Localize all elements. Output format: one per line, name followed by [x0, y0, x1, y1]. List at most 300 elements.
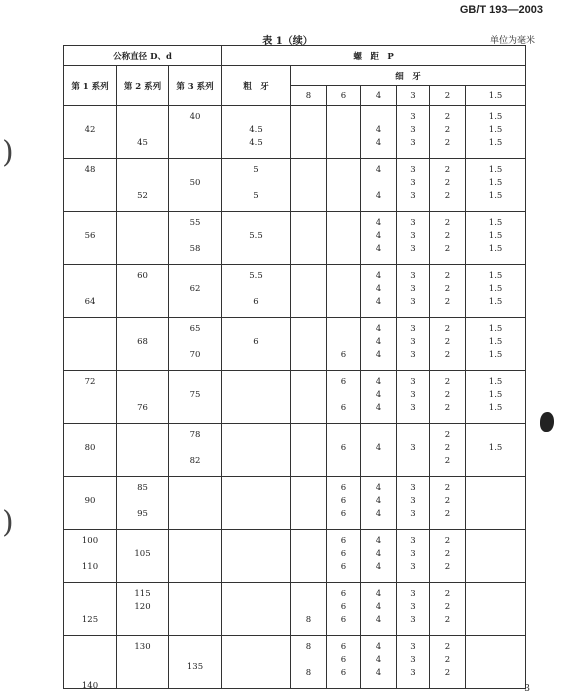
table-cell-f2	[430, 318, 466, 371]
cell-value: 6	[340, 602, 347, 612]
cell-value: 4	[375, 125, 382, 135]
cell-value: 4	[375, 642, 382, 652]
cell-value: 62	[189, 284, 201, 294]
cell-value: 2	[444, 443, 451, 453]
table-row	[64, 212, 526, 265]
table-cell-s3	[169, 371, 222, 424]
table-cell-f6	[327, 583, 361, 636]
cell-value: 1.5	[488, 218, 503, 228]
cell-value: 72	[84, 377, 96, 387]
thread-pitch-table	[63, 45, 526, 689]
table-cell-f2	[430, 583, 466, 636]
table-cell-f4	[361, 318, 397, 371]
cell-value: 4.5	[249, 138, 263, 148]
table-cell-f4	[361, 583, 397, 636]
cell-value: 6	[340, 496, 347, 506]
table-cell-f2	[430, 212, 466, 265]
header-fine-6: 6	[327, 86, 361, 106]
header-fine: 细 牙	[291, 66, 526, 86]
table-cell-f6	[327, 265, 361, 318]
cell-value: 3	[410, 231, 416, 241]
table-cell-s3	[169, 212, 222, 265]
cell-value: 3	[410, 642, 416, 652]
table-cell-s2	[117, 106, 169, 159]
table-cell-f6	[327, 530, 361, 583]
table-cell-f8	[291, 583, 327, 636]
cell-value: 3	[410, 483, 416, 493]
cell-value: 3	[410, 165, 416, 175]
table-cell-s2	[117, 159, 169, 212]
table-cell-f15	[466, 212, 526, 265]
table-cell-s1	[64, 636, 117, 689]
cell-value: 4	[375, 483, 382, 493]
table-cell-f8	[291, 318, 327, 371]
cell-value: 3	[410, 271, 416, 281]
table-cell-f4	[361, 265, 397, 318]
table-body	[64, 106, 526, 689]
cell-value: 1.5	[488, 178, 503, 188]
table-cell-f4	[361, 424, 397, 477]
cell-value: 2	[444, 655, 451, 665]
cell-value: 3	[410, 589, 416, 599]
table-cell-f15	[466, 106, 526, 159]
cell-value: 8	[305, 668, 312, 678]
cell-value: 3	[410, 615, 416, 625]
table-cell-f15	[466, 159, 526, 212]
header-coarse: 粗 牙	[222, 66, 291, 106]
cell-value: 3	[410, 297, 416, 307]
cell-value: 4	[375, 191, 382, 201]
table-cell-s1	[64, 265, 117, 318]
cell-value: 3	[410, 324, 416, 334]
cell-value: 1.5	[488, 390, 503, 400]
table-cell-f15	[466, 265, 526, 318]
cell-value: 42	[84, 125, 96, 135]
cell-value: 2	[444, 562, 451, 572]
cell-value: 4	[375, 284, 382, 294]
table-cell-coarse	[222, 265, 291, 318]
cell-value: 1.5	[488, 271, 503, 281]
table-cell-f3	[397, 106, 430, 159]
cell-value: 6	[340, 562, 347, 572]
scan-margin-bracket-mark: )	[2, 135, 14, 170]
table-cell-f4	[361, 636, 397, 689]
cell-value: 1.5	[488, 403, 503, 413]
cell-value: 2	[444, 602, 451, 612]
table-cell-f4	[361, 477, 397, 530]
table-cell-s1	[64, 583, 117, 636]
table-cell-f3	[397, 424, 430, 477]
table-cell-f3	[397, 265, 430, 318]
cell-value: 1.5	[488, 244, 503, 254]
cell-value: 6	[340, 668, 347, 678]
cell-value: 2	[444, 178, 451, 188]
cell-value: 1.5	[488, 337, 503, 347]
cell-value: 68	[137, 337, 148, 347]
cell-value: 4	[375, 615, 382, 625]
cell-value: 3	[410, 403, 416, 413]
table-cell-f15	[466, 318, 526, 371]
cell-value: 6	[340, 509, 347, 519]
cell-value: 115	[134, 589, 151, 599]
cell-value: 3	[410, 496, 416, 506]
header-fine-2: 2	[430, 86, 466, 106]
cell-value: 5	[253, 165, 259, 175]
cell-value: 110	[81, 562, 99, 572]
table-cell-s1	[64, 424, 117, 477]
cell-value: 6	[340, 589, 347, 599]
cell-value: 4	[375, 668, 382, 678]
table-cell-f6	[327, 424, 361, 477]
cell-value: 1.5	[488, 324, 503, 334]
header-series-3: 第 3 系列	[169, 66, 222, 106]
cell-value: 4	[375, 350, 382, 360]
cell-value: 3	[410, 112, 416, 122]
cell-value: 1.5	[488, 191, 503, 201]
table-cell-f2	[430, 477, 466, 530]
table-cell-f6	[327, 371, 361, 424]
header-series-1: 第 1 系列	[64, 66, 117, 106]
table-cell-f2	[430, 424, 466, 477]
table-row	[64, 318, 526, 371]
cell-value: 8	[305, 642, 312, 652]
cell-value: 4	[375, 562, 382, 572]
table-cell-s2	[117, 530, 169, 583]
cell-value: 3	[410, 655, 416, 665]
cell-value: 4	[375, 536, 382, 546]
header-fine-3: 3	[397, 86, 430, 106]
cell-value: 2	[444, 483, 451, 493]
table-cell-s3	[169, 106, 222, 159]
table-cell-coarse	[222, 212, 291, 265]
table-row	[64, 371, 526, 424]
cell-value: 4	[375, 138, 382, 148]
table-row	[64, 530, 526, 583]
table-cell-s1	[64, 477, 117, 530]
cell-value: 8	[305, 615, 312, 625]
table-cell-f3	[397, 212, 430, 265]
cell-value: 2	[444, 403, 451, 413]
cell-value: 76	[137, 403, 148, 413]
cell-value: 105	[134, 549, 151, 559]
cell-value: 80	[84, 443, 96, 453]
table-cell-f8	[291, 530, 327, 583]
cell-value: 3	[410, 536, 416, 546]
cell-value: 4	[375, 390, 382, 400]
cell-value: 78	[189, 430, 201, 440]
table-cell-f6	[327, 159, 361, 212]
cell-value: 45	[137, 138, 148, 148]
cell-value: 4	[375, 443, 382, 453]
table-row	[64, 583, 526, 636]
table-cell-f3	[397, 636, 430, 689]
cell-value: 1.5	[488, 284, 503, 294]
table-row	[64, 636, 526, 689]
cell-value: 1.5	[488, 112, 503, 122]
cell-value: 1.5	[488, 231, 503, 241]
cell-value: 3	[410, 377, 416, 387]
table-cell-s3	[169, 318, 222, 371]
scan-ink-blot	[540, 412, 554, 432]
table-cell-s1	[64, 371, 117, 424]
header-fine-1-5: 1.5	[466, 86, 526, 106]
cell-value: 52	[137, 191, 148, 201]
table-cell-f8	[291, 636, 327, 689]
table-cell-s2	[117, 212, 169, 265]
cell-value: 4	[375, 165, 382, 175]
table-cell-f6	[327, 212, 361, 265]
cell-value: 140	[81, 681, 99, 691]
table-cell-s1	[64, 318, 117, 371]
cell-value: 2	[444, 284, 451, 294]
cell-value: 6	[340, 443, 347, 453]
cell-value: 1.5	[488, 350, 503, 360]
cell-value: 3	[410, 549, 416, 559]
cell-value: 3	[410, 244, 416, 254]
cell-value: 2	[444, 642, 451, 652]
cell-value: 3	[410, 602, 416, 612]
table-cell-f8	[291, 106, 327, 159]
cell-value: 6	[340, 536, 347, 546]
cell-value: 6	[340, 549, 347, 559]
table-cell-f15	[466, 424, 526, 477]
cell-value: 2	[444, 615, 451, 625]
cell-value: 2	[444, 377, 451, 387]
table-cell-f3	[397, 371, 430, 424]
table-cell-coarse	[222, 106, 291, 159]
table-caption: 表 1（续）	[262, 36, 313, 47]
cell-value: 120	[134, 602, 151, 612]
cell-value: 100	[81, 536, 99, 546]
table-cell-f8	[291, 265, 327, 318]
header-pitch: 螺 距 P	[222, 46, 526, 66]
table-cell-f8	[291, 159, 327, 212]
cell-value: 2	[444, 390, 451, 400]
cell-value: 6	[340, 483, 347, 493]
cell-value: 85	[137, 483, 148, 493]
cell-value: 4	[375, 655, 382, 665]
cell-value: 2	[444, 112, 451, 122]
cell-value: 2	[444, 549, 451, 559]
cell-value: 56	[84, 231, 96, 241]
table-cell-f6	[327, 636, 361, 689]
cell-value: 6	[340, 655, 347, 665]
cell-value: 4	[375, 403, 382, 413]
cell-value: 2	[444, 589, 451, 599]
cell-value: 4	[375, 324, 382, 334]
cell-value: 6	[340, 642, 347, 652]
cell-value: 6	[340, 403, 347, 413]
cell-value: 6	[340, 350, 347, 360]
table-row	[64, 265, 526, 318]
cell-value: 2	[444, 350, 451, 360]
table-cell-f8	[291, 424, 327, 477]
cell-value: 2	[444, 536, 451, 546]
cell-value: 4.5	[249, 125, 263, 135]
cell-value: 2	[444, 191, 451, 201]
cell-value: 4	[375, 509, 382, 519]
table-cell-f15	[466, 530, 526, 583]
cell-value: 4	[375, 377, 382, 387]
header-fine-4: 4	[361, 86, 397, 106]
table-cell-f2	[430, 530, 466, 583]
standard-number: GB/T 193—2003	[459, 4, 543, 16]
cell-value: 3	[410, 562, 416, 572]
cell-value: 95	[137, 509, 148, 519]
table-cell-s2	[117, 477, 169, 530]
cell-value: 3	[410, 218, 416, 228]
table-cell-f15	[466, 583, 526, 636]
unit-note: 单位为毫米	[489, 36, 535, 46]
table-cell-s3	[169, 159, 222, 212]
cell-value: 2	[444, 218, 451, 228]
cell-value: 4	[375, 218, 382, 228]
table-cell-f2	[430, 636, 466, 689]
cell-value: 55	[189, 218, 201, 228]
table-cell-f2	[430, 371, 466, 424]
table-cell-coarse	[222, 583, 291, 636]
cell-value: 6	[340, 615, 347, 625]
cell-value: 5.5	[249, 271, 263, 281]
cell-value: 1.5	[488, 138, 503, 148]
table-cell-s1	[64, 159, 117, 212]
table-cell-f3	[397, 477, 430, 530]
table-row	[64, 424, 526, 477]
table-cell-s1	[64, 212, 117, 265]
table-cell-coarse	[222, 530, 291, 583]
cell-value: 64	[84, 297, 96, 307]
cell-value: 3	[410, 178, 416, 188]
header-nominal-diameter: 公称直径 D、d	[64, 46, 222, 66]
table-cell-s2	[117, 265, 169, 318]
table-cell-s3	[169, 636, 222, 689]
cell-value: 4	[375, 297, 382, 307]
cell-value: 4	[375, 602, 382, 612]
table-cell-coarse	[222, 371, 291, 424]
table-cell-f15	[466, 636, 526, 689]
cell-value: 5	[253, 191, 259, 201]
cell-value: 70	[189, 350, 201, 360]
cell-value: 60	[137, 271, 148, 281]
cell-value: 4	[375, 231, 382, 241]
table-cell-s3	[169, 265, 222, 318]
table-cell-s3	[169, 424, 222, 477]
cell-value: 2	[444, 165, 451, 175]
cell-value: 3	[410, 390, 416, 400]
table-cell-f6	[327, 477, 361, 530]
table-cell-coarse	[222, 636, 291, 689]
table-cell-f8	[291, 371, 327, 424]
cell-value: 3	[410, 350, 416, 360]
cell-value: 3	[410, 668, 416, 678]
cell-value: 90	[84, 496, 96, 506]
table-row	[64, 106, 526, 159]
table-cell-f2	[430, 159, 466, 212]
table-cell-f4	[361, 106, 397, 159]
table-cell-s3	[169, 477, 222, 530]
cell-value: 2	[444, 297, 451, 307]
cell-value: 2	[444, 430, 451, 440]
table-cell-f4	[361, 159, 397, 212]
cell-value: 75	[189, 390, 201, 400]
table-cell-f3	[397, 530, 430, 583]
cell-value: 2	[444, 271, 451, 281]
table-cell-s2	[117, 371, 169, 424]
cell-value: 50	[189, 178, 201, 188]
cell-value: 1.5	[488, 377, 503, 387]
cell-value: 125	[81, 615, 99, 625]
cell-value: 6	[253, 337, 259, 347]
table-cell-f4	[361, 530, 397, 583]
table-cell-f3	[397, 318, 430, 371]
table-cell-f3	[397, 159, 430, 212]
cell-value: 82	[189, 456, 201, 466]
cell-value: 3	[410, 284, 416, 294]
cell-value: 3	[410, 191, 416, 201]
cell-value: 3	[410, 443, 416, 453]
cell-value: 65	[189, 324, 201, 334]
table-cell-f6	[327, 318, 361, 371]
cell-value: 3	[410, 138, 416, 148]
header-series-2: 第 2 系列	[117, 66, 169, 106]
table-cell-f2	[430, 106, 466, 159]
table-cell-f8	[291, 477, 327, 530]
table-cell-s3	[169, 583, 222, 636]
cell-value: 4	[375, 244, 382, 254]
cell-value: 4	[375, 496, 382, 506]
cell-value: 2	[444, 138, 451, 148]
cell-value: 2	[444, 496, 451, 506]
table-cell-f4	[361, 371, 397, 424]
cell-value: 4	[375, 337, 382, 347]
table-cell-coarse	[222, 477, 291, 530]
table-cell-coarse	[222, 318, 291, 371]
page-number: 3	[524, 684, 530, 694]
table-cell-s2	[117, 318, 169, 371]
cell-value: 3	[410, 337, 416, 347]
table-cell-f8	[291, 212, 327, 265]
cell-value: 1.5	[488, 165, 503, 175]
cell-value: 2	[444, 231, 451, 241]
cell-value: 40	[189, 112, 201, 122]
cell-value: 4	[375, 589, 382, 599]
table-cell-f2	[430, 265, 466, 318]
table-cell-f6	[327, 106, 361, 159]
table-cell-s2	[117, 636, 169, 689]
cell-value: 58	[189, 244, 201, 254]
cell-value: 1.5	[488, 297, 503, 307]
table-cell-s3	[169, 530, 222, 583]
cell-value: 3	[410, 125, 416, 135]
cell-value: 2	[444, 337, 451, 347]
cell-value: 135	[186, 661, 204, 672]
cell-value: 2	[444, 509, 451, 519]
table-row	[64, 159, 526, 212]
cell-value: 130	[134, 642, 151, 652]
table-cell-f15	[466, 371, 526, 424]
table-cell-s2	[117, 424, 169, 477]
cell-value: 2	[444, 668, 451, 678]
cell-value: 6	[340, 377, 347, 387]
cell-value: 2	[444, 125, 451, 135]
cell-value: 48	[84, 165, 96, 175]
scan-margin-bracket-mark: )	[2, 505, 14, 540]
table-cell-f15	[466, 477, 526, 530]
cell-value: 4	[375, 549, 382, 559]
cell-value: 2	[444, 324, 451, 334]
table-cell-f4	[361, 212, 397, 265]
cell-value: 4	[375, 271, 382, 281]
